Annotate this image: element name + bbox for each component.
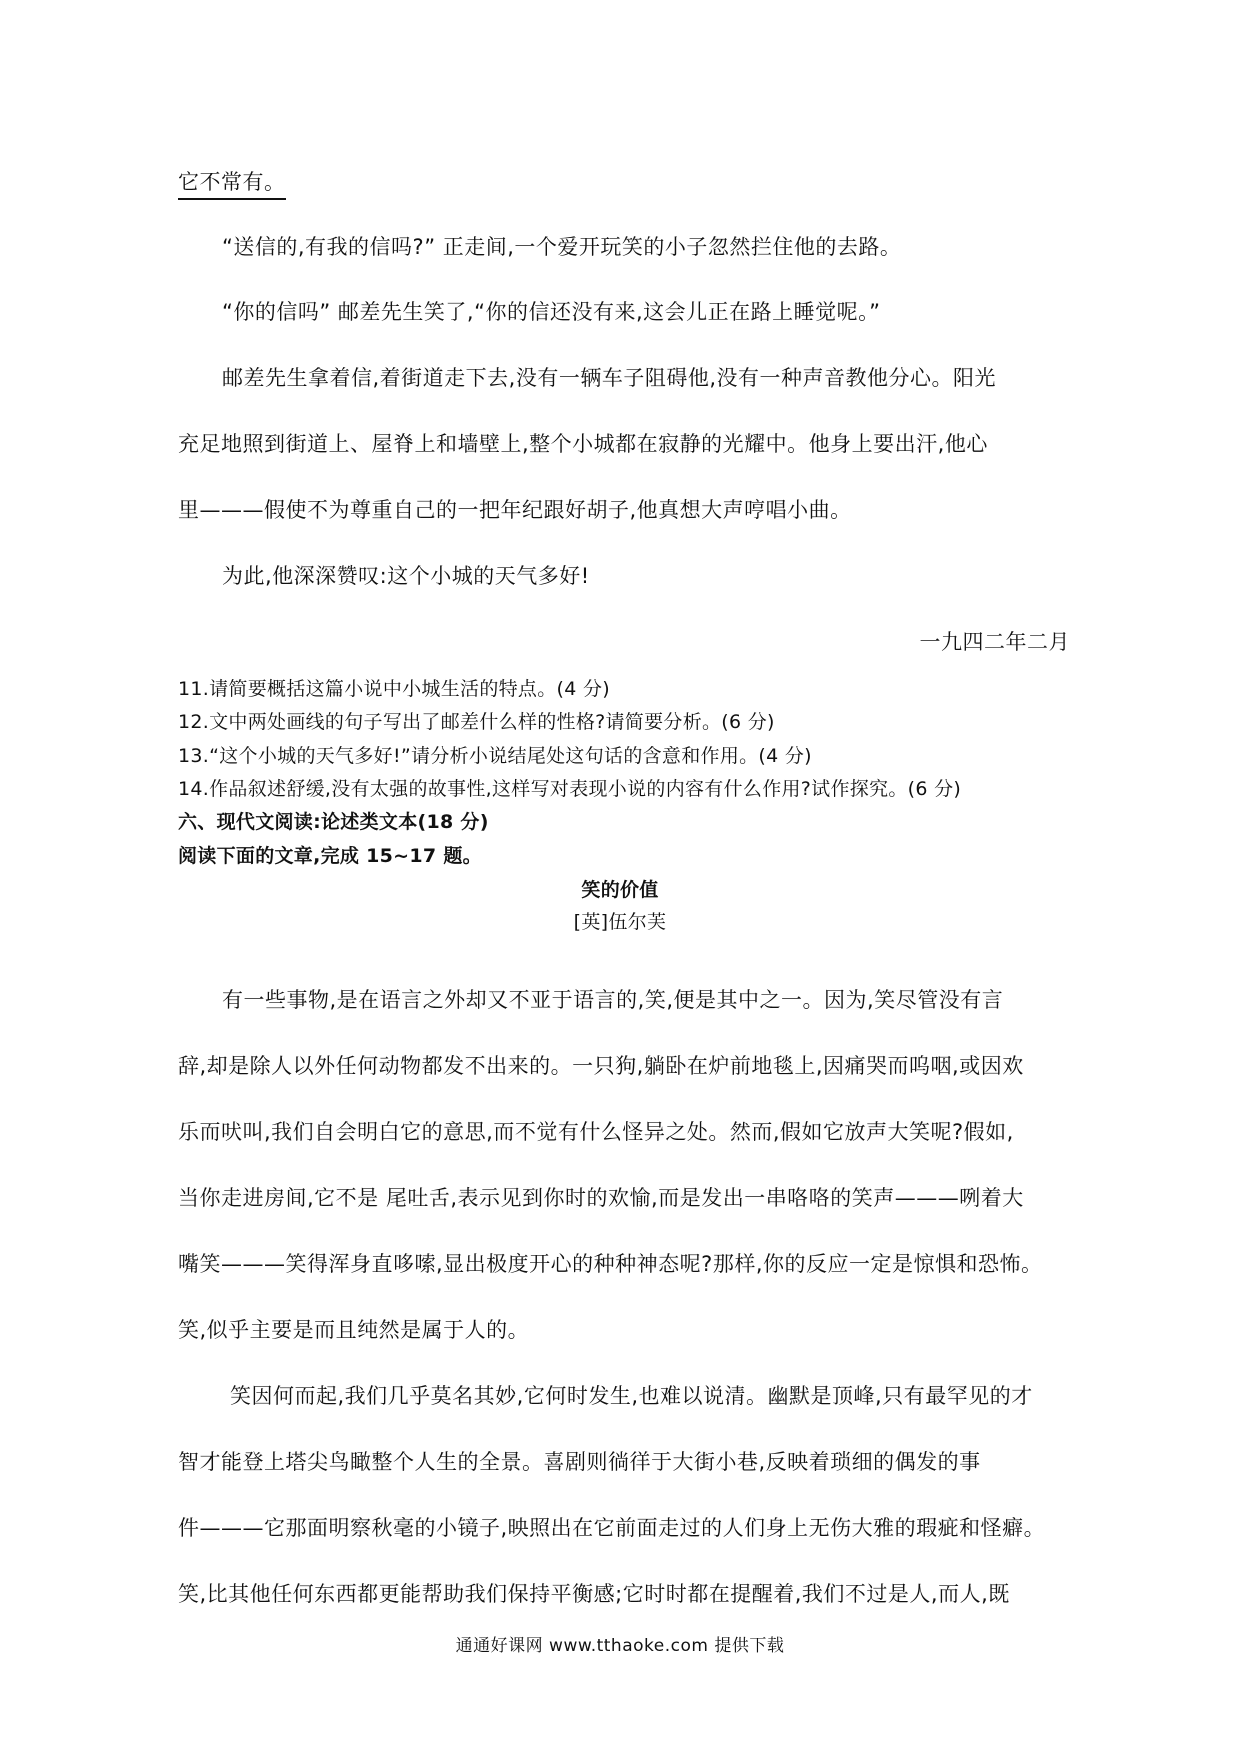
question-12: 12.文中两处画线的句子写出了邮差什么样的性格?请简要分析。(6 分) (178, 711, 775, 733)
question-14: 14.作品叙述舒缓,没有太强的故事性,这样写对表现小说的内容有什么作用?试作探究。(6 分) (178, 778, 962, 800)
essay-line-3: 乐而吠叫,我们自会明白它的意思,而不觉有什么怪异之处。然而,假如它放声大笑呢?假如, (178, 1120, 1014, 1144)
essay-line-1: 有一些事物,是在语言之外却又不亚于语言的,笑,便是其中之一。因为,笑尽管没有言 (222, 988, 1004, 1012)
story-date: 一九四二年二月 (919, 630, 1070, 654)
story-paragraph-2: “你的信吗” 邮差先生笑了,“你的信还没有来,这会儿正在路上睡觉呢。” (222, 300, 881, 324)
page-footer: 通通好课网 www.tthaoke.com 提供下载 (455, 1636, 785, 1656)
story-paragraph-3-line-1: 邮差先生拿着信,着街道走下去,没有一辆车子阻碍他,没有一种声音教他分心。阳光 (222, 366, 997, 390)
story-paragraph-3-line-2: 充足地照到街道上、屋脊上和墙壁上,整个小城都在寂静的光耀中。他身上要出汗,他心 (178, 432, 988, 456)
essay-line-4: 当你走进房间,它不是 尾吐舌,表示见到你时的欢愉,而是发出一串咯咯的笑声———咧着大 (178, 1186, 1024, 1210)
story-paragraph-4: 为此,他深深赞叹:这个小城的天气多好! (222, 564, 590, 588)
underlined-sentence: 它不常有。 (178, 168, 286, 200)
section-heading: 六、现代文阅读:论述类文本(18 分) (178, 811, 489, 833)
question-13: 13.“这个小城的天气多好!”请分析小说结尾处这句话的含意和作用。(4 分) (178, 745, 812, 767)
essay-line-8: 智才能登上塔尖鸟瞰整个人生的全景。喜剧则徜徉于大街小巷,反映着琐细的偶发的事 (178, 1450, 981, 1474)
question-11: 11.请简要概括这篇小说中小城生活的特点。(4 分) (178, 678, 610, 700)
story-paragraph-3-line-3: 里———假使不为尊重自己的一把年纪跟好胡子,他真想大声哼唱小曲。 (178, 498, 852, 522)
essay-line-9: 件———它那面明察秋毫的小镜子,映照出在它前面走过的人们身上无伤大雅的瑕疵和怪癖。 (178, 1516, 1046, 1540)
essay-line-2: 辞,却是除人以外任何动物都发不出来的。一只狗,躺卧在炉前地毯上,因痛哭而呜咽,或因欢 (178, 1054, 1024, 1078)
essay-line-10: 笑,比其他任何东西都更能帮助我们保持平衡感;它时时都在提醒着,我们不过是人,而人,既 (178, 1582, 1010, 1606)
essay-author: [英]伍尔芙 (573, 911, 667, 933)
essay-line-6: 笑,似乎主要是而且纯然是属于人的。 (178, 1318, 530, 1342)
story-paragraph-1: “送信的,有我的信吗?” 正走间,一个爱开玩笑的小子忽然拦住他的去路。 (222, 235, 902, 259)
essay-line-7: 笑因何而起,我们几乎莫名其妙,它何时发生,也难以说清。幽默是顶峰,只有最罕见的才 (230, 1384, 1033, 1408)
essay-title: 笑的价值 (581, 879, 659, 901)
essay-line-5: 嘴笑———笑得浑身直哆嗦,显出极度开心的种种神态呢?那样,你的反应一定是惊惧和恐怖。 (178, 1252, 1043, 1276)
section-instruction: 阅读下面的文章,完成 15~17 题。 (178, 845, 482, 867)
